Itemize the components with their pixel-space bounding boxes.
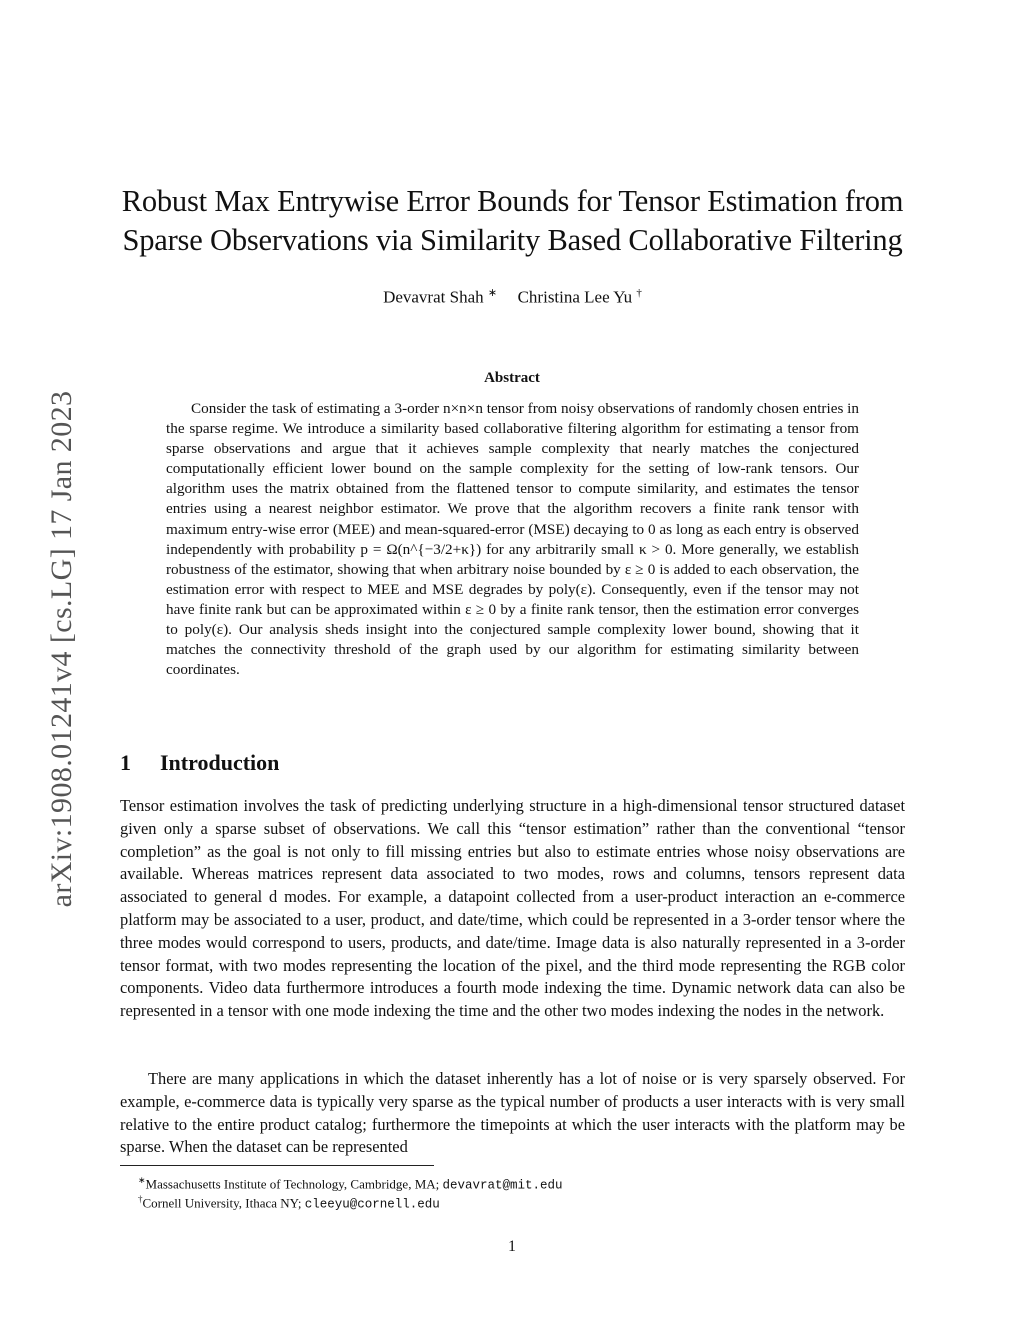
paper-title: Robust Max Entrywise Error Bounds for Tensor Estimation from Sparse Observations via Similarity Based Collaborative Filtering [121,184,904,257]
author-list [120,282,905,309]
page-number: 1 [508,1238,516,1255]
footnote [138,1190,918,1213]
section-number: 1 [120,750,131,775]
arxiv-identifier-stamp[interactable]: arXiv:1908.01241v4 [cs.LG] 17 Jan 2023 [45,390,78,908]
section-title: Introduction [160,750,280,775]
footnote-divider [120,1165,434,1166]
author-footnote-mark[interactable]: ∗ [487,287,498,299]
footnote-mark: † [138,1194,143,1204]
author-footnote-mark[interactable]: † [636,287,642,299]
email-link[interactable]: devavrat@mit.edu [442,1178,563,1193]
footnote-mark: ∗ [138,1175,146,1185]
section-heading [120,750,520,776]
abstract-text: Consider the task of estimating a 3-order n×n×n tensor from noisy observations of randomly chosen entries in the sparse regime. We introduce a similarity based collaborative filtering algorithm for estimating a tensor from sparse observations and argue that it achieves sample complexity that nearly matches the conjectured computationally efficient lower bound on the sample complexity for the setting of low-rank tensors. Our algorithm uses the matrix obtained from the flattened tensor to compute similarity, and estimates the tensor entries using a nearest neighbor estimator. We prove that the algorithm recovers a finite rank tensor with maximum entry-wise error (MEE) and mean-squared-error (MSE) decaying to 0 as long as each entry is observed independently with probability p = Ω(n^{−3/2+κ}) for any arbitrarily small κ > 0. More generally, we establish robustness of the estimator, showing that when arbitrary noise bounded by ε ≥ 0 is added to each observation, the estimation error with respect to MEE and MSE degrades by poly(ε). Consequently, even if the tensor may not have finite rank but can be approximated within ε ≥ 0 by a finite rank tensor, then the estimation error converges to poly(ε). Our analysis sheds insight into the conjectured sample complexity lower bound, showing that it matches the connectivity threshold of the graph used by our algorithm for estimating similarity between coordinates. [166,400,859,679]
footnote-text: Massachusetts Institute of Technology, Cambridge, MA; [145,1176,443,1192]
body-paragraph: Tensor estimation involves the task of predicting underlying structure in a high-dimensional tensor structured dataset given only a sparse subset of observations. We call this “tensor estimation” rather than the conventional “tensor completion” as the goal is not only to fill missing entries but also to estimate entries whose noisy observations are available. Whereas matrices represent data associated to two modes, rows and columns, tensors represent data associated to general d modes. For example, a datapoint collected from a user-product interaction an e-commerce platform may be associated to a user, product, and date/time, which could be represented in a 3-order tensor where the three modes would correspond to users, products, and date/time. Image data is also naturally represented in a 3-order tensor format, with two modes representing the location of the pixel, and the third mode representing the RGB color components. Video data furthermore introduces a fourth mode indexing the time. Dynamic network data can also be represented in a tensor with one mode indexing the time and the other two modes indexing the nodes in the network. [120,796,905,1021]
author-name: Devavrat Shah [383,287,484,307]
author-name: Christina Lee Yu [517,287,633,307]
footnote-text: Cornell University, Ithaca NY; [142,1195,305,1211]
body-paragraph: There are many applications in which the dataset inherently has a lot of noise or is very sparsely observed. For example, e-commerce data is typically very sparse as the typical number of products a user interacts with is very small relative to the entire product catalog; furthermore the timepoints at which the user interacts with the platform may be sparse. When the dataset can be represented [120,1069,905,1157]
abstract-heading: Abstract [484,370,540,386]
email-link[interactable]: cleeyu@cornell.edu [304,1197,440,1212]
